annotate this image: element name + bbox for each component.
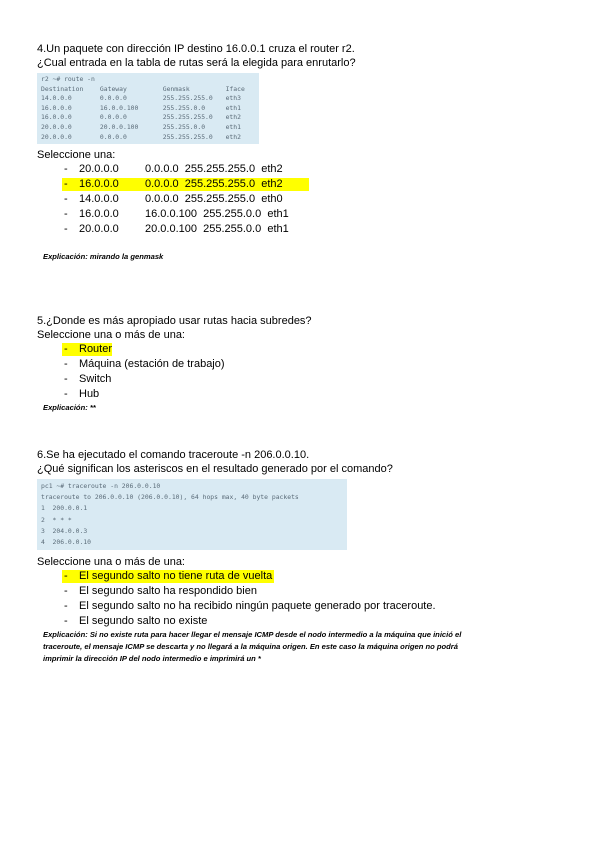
route-gateway: 0.0.0.0 — [99, 113, 127, 122]
traceroute-header: traceroute to 206.0.0.10 (206.0.0.10), 64 hops max, 40 byte packets — [41, 493, 299, 502]
question-4-explanation: Explicación: mirando la genmask — [43, 252, 164, 262]
question-6-options — [37, 569, 577, 629]
option-item[interactable]: - Hub — [64, 388, 100, 400]
route-iface: eth1 — [225, 122, 241, 131]
route-row — [41, 113, 255, 123]
option-dest: 20.0.0.0 — [79, 163, 119, 176]
option-text: El segundo salto no existe — [79, 615, 208, 628]
route-genmask: 255.255.0.0 — [162, 122, 206, 131]
option-dest: 16.0.0.0 — [79, 178, 119, 191]
route-gateway: 16.0.0.100 — [99, 103, 139, 112]
question-4 — [37, 42, 577, 263]
option-dest: 20.0.0.0 — [79, 223, 119, 236]
option-item-selected[interactable]: - El segundo salto no tiene ruta de vuelta — [64, 570, 273, 583]
option-item-selected[interactable]: - Router — [64, 343, 113, 355]
question-6-explanation — [37, 629, 577, 665]
question-5-options — [37, 342, 577, 402]
question-5-title: 5.¿Donde es más apropiado usar rutas hacia subredes? — [37, 315, 312, 327]
route-genmask: 255.255.0.0 — [162, 103, 206, 112]
terminal-prompt: pc1 ~# traceroute -n 206.0.0.10 — [41, 482, 161, 490]
route-dest: 20.0.0.0 — [41, 122, 72, 131]
route-dest: 14.0.0.0 — [41, 94, 72, 103]
option-text: El segundo salto ha respondido bien — [79, 585, 257, 598]
option-rest: 16.0.0.100 255.255.0.0 eth1 — [145, 208, 289, 221]
route-iface: eth1 — [225, 103, 241, 112]
route-dest: 20.0.0.0 — [41, 132, 72, 141]
option-item[interactable]: - 16.0.0.0 16.0.0.100 255.255.0.0 eth1 — [64, 208, 289, 221]
question-4-options — [37, 162, 577, 237]
traceroute-hop: 3 204.0.0.3 — [41, 526, 88, 535]
option-text: Router — [79, 343, 113, 355]
option-item[interactable]: - Switch — [64, 373, 112, 385]
option-text: Máquina (estación de trabajo) — [79, 358, 225, 370]
option-item[interactable]: - 14.0.0.0 0.0.0.0 255.255.255.0 eth0 — [64, 193, 283, 206]
header-iface: Iface — [225, 84, 245, 93]
option-dest: 14.0.0.0 — [79, 193, 119, 206]
option-rest: 0.0.0.0 255.255.255.0 eth0 — [145, 193, 283, 206]
option-item[interactable]: - El segundo salto no existe — [64, 615, 208, 628]
header-gateway: Gateway — [99, 84, 127, 93]
route-genmask: 255.255.255.0 — [162, 113, 213, 122]
option-rest: 0.0.0.0 255.255.255.0 eth2 — [145, 163, 283, 176]
option-item[interactable]: - Máquina (estación de trabajo) — [64, 358, 225, 370]
question-4-title: 4.Un paquete con dirección IP destino 16.0.0.1 cruza el router r2. — [37, 43, 355, 55]
option-item[interactable]: - 20.0.0.0 0.0.0.0 255.255.255.0 eth2 — [64, 163, 283, 176]
traceroute-hop: 4 206.0.0.10 — [41, 538, 92, 547]
route-genmask: 255.255.255.0 — [162, 132, 213, 141]
question-6 — [37, 448, 577, 665]
route-iface: eth2 — [225, 113, 241, 122]
route-genmask: 255.255.255.0 — [162, 94, 213, 103]
header-destination: Destination — [41, 84, 84, 93]
option-item[interactable]: - El segundo salto ha respondido bien — [64, 585, 257, 598]
route-dest: 16.0.0.0 — [41, 113, 72, 122]
header-genmask: Genmask — [162, 84, 190, 93]
question-6-title: 6.Se ha ejecutado el comando traceroute -n 206.0.0.10. — [37, 449, 310, 461]
route-gateway: 0.0.0.0 — [99, 94, 127, 103]
route-dest: 16.0.0.0 — [41, 103, 72, 112]
select-one-label: Seleccione una: — [37, 149, 116, 162]
select-many-label: Seleccione una o más de una: — [37, 329, 185, 341]
option-text: El segundo salto no ha recibido ningún paquete generado por traceroute. — [79, 600, 436, 613]
route-row — [41, 104, 255, 114]
question-5-explanation: Explicación: ** — [43, 403, 96, 412]
route-iface: eth3 — [225, 94, 241, 103]
option-item-selected[interactable]: - 16.0.0.0 0.0.0.0 255.255.255.0 eth2 — [37, 177, 577, 192]
option-dest: 16.0.0.0 — [79, 208, 119, 221]
option-text: Hub — [79, 388, 100, 400]
option-rest: 0.0.0.0 255.255.255.0 eth2 — [145, 178, 283, 191]
select-many-label: Seleccione una o más de una: — [37, 556, 185, 569]
option-text: El segundo salto no tiene ruta de vuelta — [79, 570, 273, 583]
option-text: Switch — [79, 373, 112, 385]
route-gateway: 0.0.0.0 — [99, 132, 127, 141]
question-5 — [37, 314, 577, 414]
explanation-line: Explicación: Si no existe ruta para hacer llegar el mensaje ICMP desde el nodo intermedio a la máquina que inició el — [43, 630, 462, 640]
option-item[interactable]: - El segundo salto no ha recibido ningún paquete generado por traceroute. — [64, 600, 436, 613]
option-rest: 20.0.0.100 255.255.0.0 eth1 — [145, 223, 289, 236]
explanation-line: traceroute, el mensaje ICMP se descarta y no llegará a la máquina origen. En este caso la máquina origen no podrá — [43, 642, 458, 652]
option-item[interactable]: - 20.0.0.0 20.0.0.100 255.255.0.0 eth1 — [64, 223, 289, 236]
route-row — [41, 123, 255, 133]
traceroute-hop: 2 * * * — [41, 515, 72, 524]
route-iface: eth2 — [225, 132, 241, 141]
traceroute-hop: 1 200.0.0.1 — [41, 504, 88, 513]
explanation-line: imprimir la dirección IP del nodo intermedio e imprimirá un * — [43, 654, 261, 664]
route-table-header — [41, 85, 255, 95]
question-4-prompt: ¿Cual entrada en la tabla de rutas será la elegida para enrutarlo? — [37, 57, 356, 69]
route-gateway: 20.0.0.100 — [99, 122, 139, 131]
question-6-prompt: ¿Qué significan los asteriscos en el resultado generado por el comando? — [37, 463, 393, 475]
route-table-screenshot — [37, 73, 259, 144]
terminal-prompt: r2 ~# route -n — [41, 75, 95, 83]
route-row — [41, 94, 255, 104]
traceroute-screenshot — [37, 479, 347, 550]
route-row — [41, 133, 255, 143]
